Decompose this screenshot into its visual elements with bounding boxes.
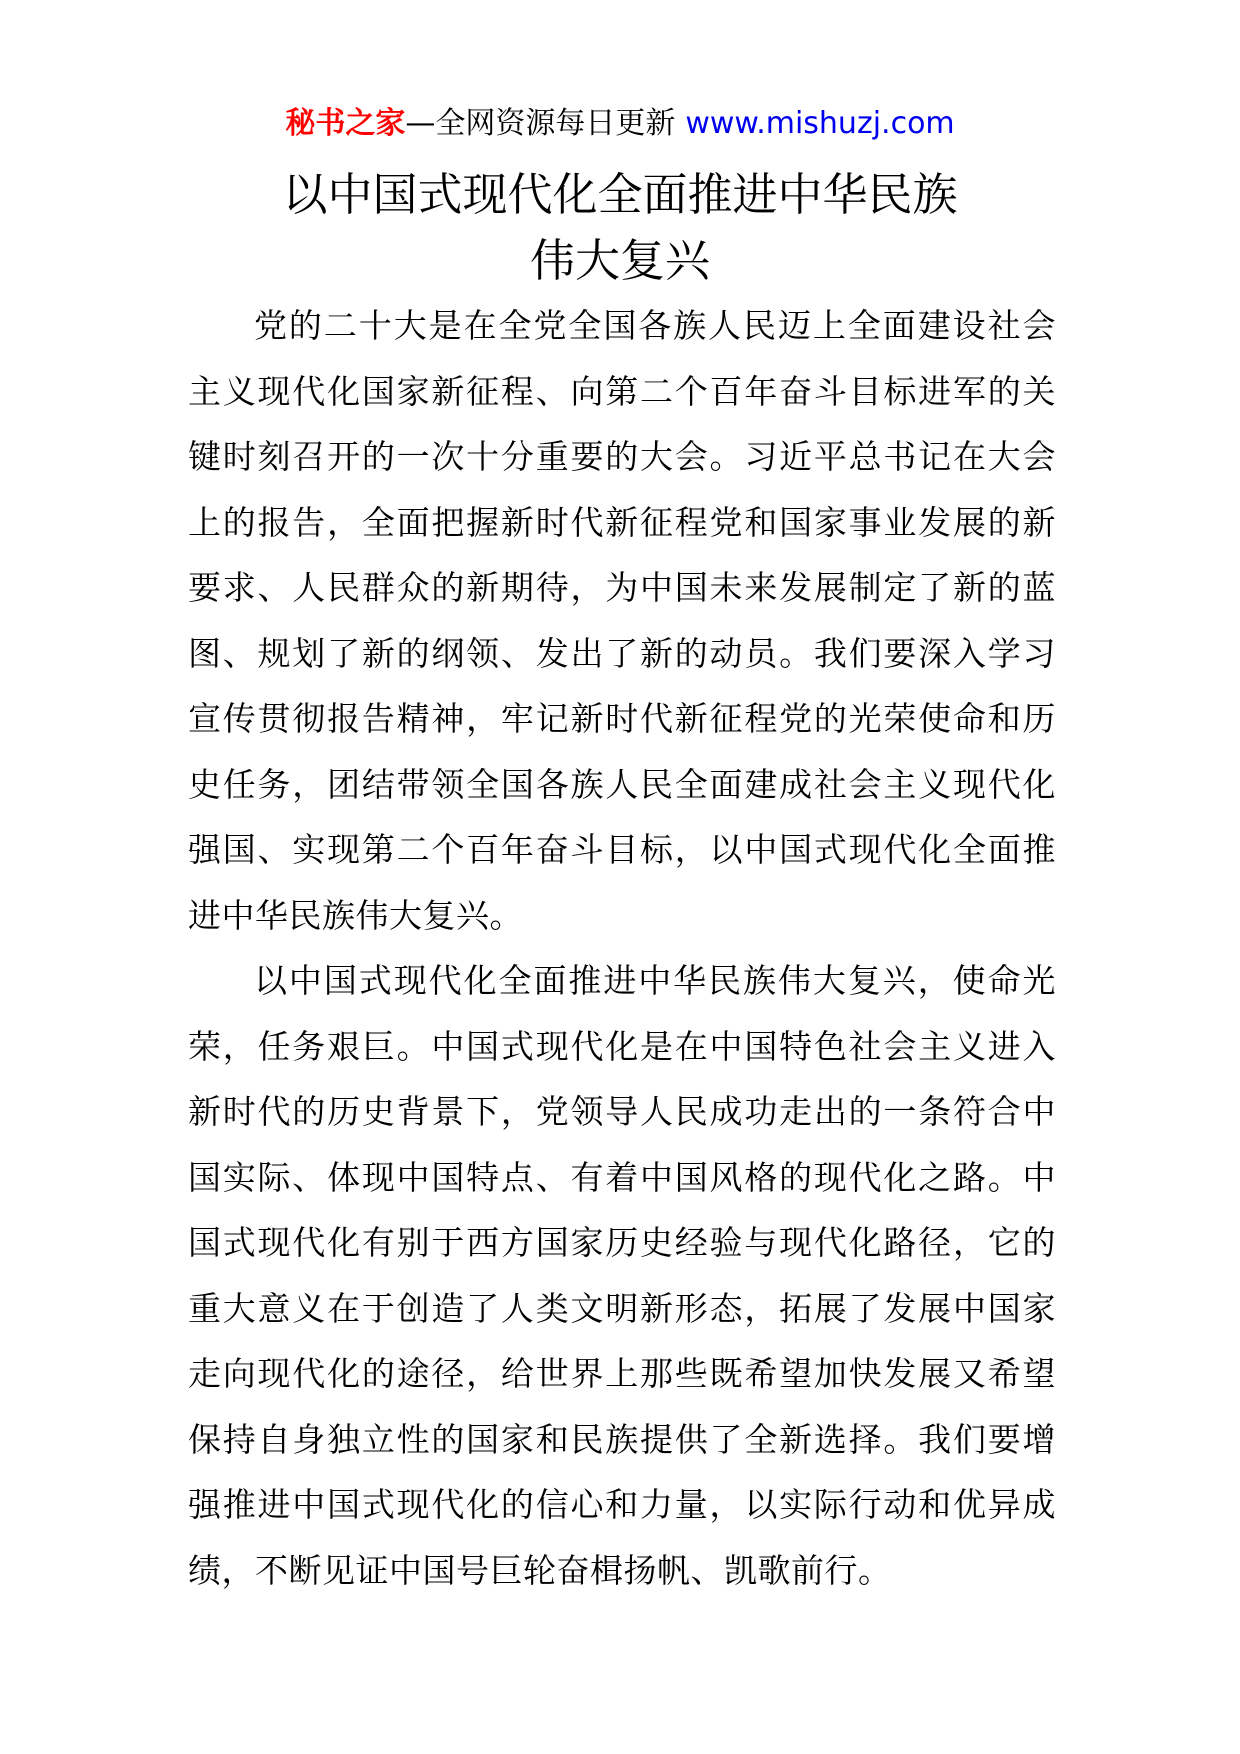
body-paragraph-2: 以中国式现代化全面推进中华民族伟大复兴，使命光荣，任务艰巨。中国式现代化是在中国特色社会主义进入新时代的历史背景下，党领导人民成功走出的一条符合中国实际、体现中国特点、有着中国风格的现代化之路。中国式现代化有别于西方国家历史经验与现代化路径，它的重大意义在于创造了人类文明新形态，拓展了发展中国家走向现代化的途径，给世界上那些既希望加快发展又希望保持自身独立性的国家和民族提供了全新选择。我们要增强推进中国式现代化的信心和力量，以实际行动和优异成绩，不断见证中国号巨轮奋楫扬帆、凯歌前行。	[188, 961, 1056, 1590]
document-body	[188, 293, 1056, 1603]
site-brand: 秘书之家	[285, 106, 406, 141]
site-tagline: —全网资源每日更新	[405, 106, 676, 141]
document-title	[0, 162, 1240, 294]
body-paragraph-1: 党的二十大是在全党全国各族人民迈上全面建设社会主义现代化国家新征程、向第二个百年奋斗目标进军的关键时刻召开的一次十分重要的大会。习近平总书记在大会上的报告，全面把握新时代新征程党和国家事业发展的新要求、人民群众的新期待，为中国未来发展制定了新的蓝图、规划了新的纲领、发出了新的动员。我们要深入学习宣传贯彻报告精神，牢记新时代新征程党的光荣使命和历史任务，团结带领全国各族人民全面建成社会主义现代化强国、实现第二个百年奋斗目标，以中国式现代化全面推进中华民族伟大复兴。	[188, 306, 1056, 935]
document-title-line-2: 伟大复兴	[529, 234, 710, 287]
site-header	[0, 100, 1240, 148]
document-title-line-1: 以中国式现代化全面推进中华民族	[282, 168, 958, 221]
site-url-link[interactable]: www.mishuzj.com	[685, 106, 955, 141]
